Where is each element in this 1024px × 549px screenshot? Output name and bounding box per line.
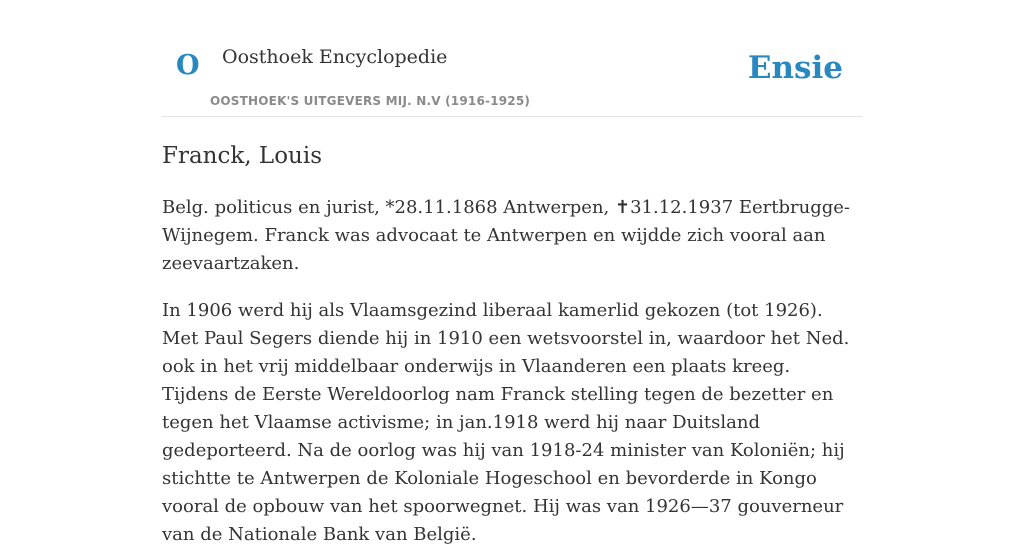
- article-paragraph-1: Belg. politicus en jurist, *28.11.1868 Antwerpen, ✝31.12.1937 Eertbrugge-Wijnegem. Franck was advocaat te Antwerpen en wijdde zich vooral aan zeevaartzaken.: [162, 197, 850, 274]
- site-header: [162, 0, 862, 117]
- article-body: [162, 142, 862, 549]
- article-title: Franck, Louis: [162, 143, 323, 169]
- ensie-brand-link[interactable]: Ensie: [747, 50, 843, 86]
- encyclopedia-title-link[interactable]: Oosthoek Encyclopedie: [222, 46, 448, 68]
- publisher-subtitle: OOSTHOEK'S UITGEVERS MIJ. N.V (1916-1925): [210, 94, 531, 108]
- page-container: [162, 0, 862, 549]
- encyclopedia-logo[interactable]: O: [176, 50, 200, 81]
- article-paragraph-2: In 1906 werd hij als Vlaamsgezind liberaal kamerlid gekozen (tot 1926). Met Paul Segers diende hij in 1910 een wetsvoorstel in, waardoor het Ned. ook in het vrij middelbaar onderwijs in Vlaanderen een plaats kreeg. Tijdens de Eerste Wereldoorlog nam Franck stelling tegen de bezetter en tegen het Vlaamse activisme; in jan.1918 werd hij naar Duitsland gedeporteerd. Na de oorlog was hij van 1918-24 minister van Koloniën; hij stichtte te Antwerpen de Koloniale Hogeschool en bevorderde in Kongo vooral de opbouw van het spoorwegnet. Hij was van 1926—37 gouverneur van de Nationale Bank van België.: [162, 300, 850, 545]
